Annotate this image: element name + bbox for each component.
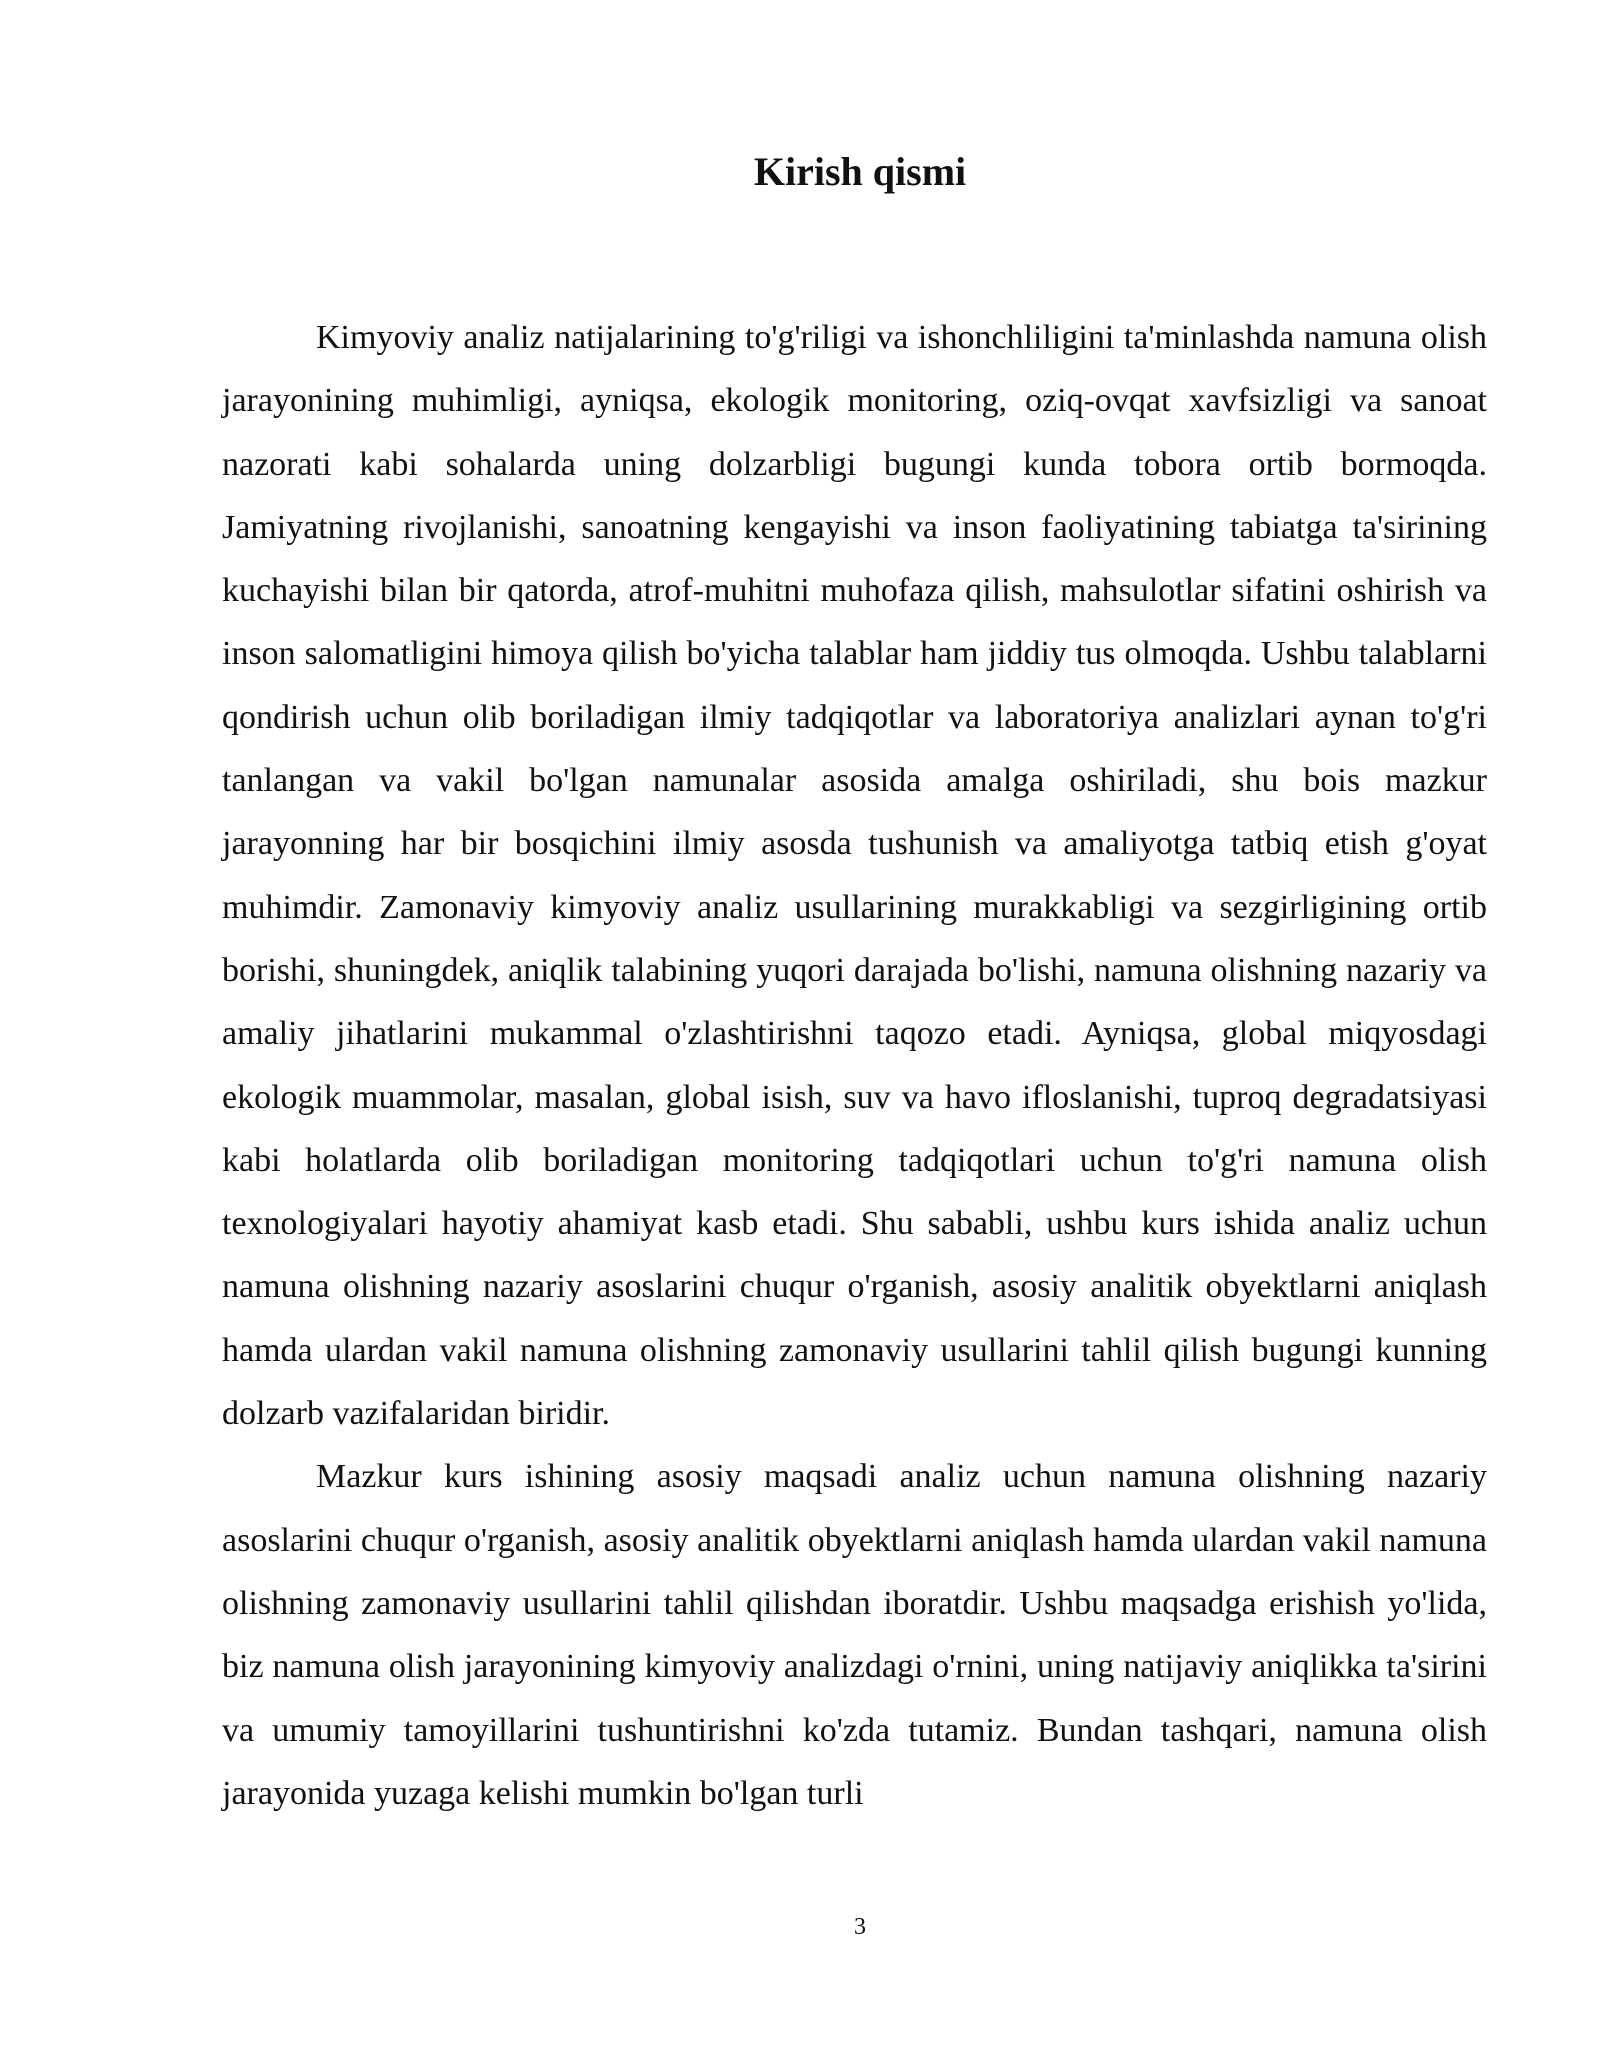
page-title: Kirish qismi — [753, 149, 967, 194]
body-text — [222, 306, 1487, 1825]
paragraph-1: Kimyoviy analiz natijalarining to'g'riligi va ishonchliligini ta'minlashda namuna olish jarayonining muhimligi, ayniqsa, ekologik monitoring, oziq-ovqat xavfsizligi va sanoat nazorati kabi sohalarda uning dolzarbligi bugungi kunda tobora ortib bormoqda. Jamiyatning rivojlanishi, sanoatning kengayishi va inson faoliyatining tabiatga ta'sirining kuchayishi bilan bir qatorda, atrof-muhitni muhofaza qilish, mahsulotlar sifatini oshirish va inson salomatligini himoya qilish bo'yicha talablar ham jiddiy tus olmoqda. Ushbu talablarni qondirish uchun olib boriladigan ilmiy tadqiqotlar va laboratoriya analizlari aynan to'g'ri tanlangan va vakil bo'lgan namunalar asosida amalga oshiriladi, shu bois mazkur jarayonning har bir bosqichini ilmiy asosda tushunish va amaliyotga tatbiq etish g'oyat muhimdir. Zamonaviy kimyoviy analiz usullarining murakkabligi va sezgirligining ortib borishi, shuningdek, aniqlik talabining yuqori darajada bo'lishi, namuna olishning nazariy va amaliy jihatlarini mukammal o'zlashtirishni taqozo etadi. Ayniqsa, global miqyosdagi ekologik muammolar, masalan, global isish, suv va havo ifloslanishi, tuproq degradatsiyasi kabi holatlarda olib boriladigan monitoring tadqiqotlari uchun to'g'ri namuna olish texnologiyalari hayotiy ahamiyat kasb etadi. Shu sababli, ushbu kurs ishida analiz uchun namuna olishning nazariy asoslarini chuqur o'rganish, asosiy analitik obyektlarni aniqlash hamda ulardan vakil namuna olishning zamonaviy usullarini tahlil qilish bugungi kunning dolzarb vazifalaridan biridir. — [222, 319, 1487, 1433]
page-number: 3 — [854, 1914, 866, 1940]
paragraph-2: Mazkur kurs ishining asosiy maqsadi analiz uchun namuna olishning nazariy asoslarini chuqur o'rganish, asosiy analitik obyektlarni aniqlash hamda ulardan vakil namuna olishning zamonaviy usullarini tahlil qilishdan iboratdir. Ushbu maqsadga erishish yo'lida, biz namuna olish jarayonining kimyoviy analizdagi o'rnini, uning natijaviy aniqlikka ta'sirini va umumiy tamoyillarini tushuntirishni ko'zda tutamiz. Bundan tashqari, namuna olish jarayonida yuzaga kelishi mumkin bo'lgan turli — [222, 1458, 1487, 1812]
